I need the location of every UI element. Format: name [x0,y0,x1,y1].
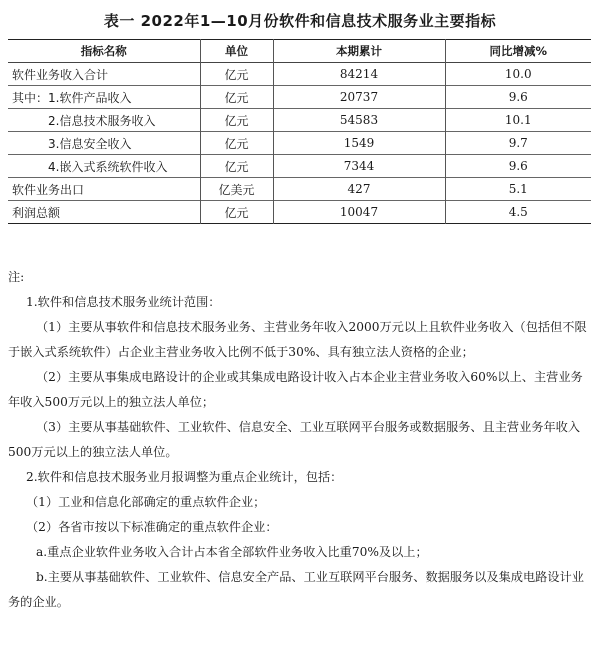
table-row [8,63,591,86]
row-name: 其中：1.软件产品收入 [12,90,132,105]
header-indicator-name: 指标名称 [80,44,127,58]
row-value: 84214 [273,63,445,86]
row-name: 软件业务收入合计 [12,67,109,82]
note-scope-heading: 1.软件和信息技术服务业统计范围： [26,295,221,309]
row-unit: 亿元 [200,86,273,109]
table-row [8,109,591,132]
row-yoy: 9.6 [445,155,591,178]
row-value: 10047 [273,201,445,224]
table-row [8,132,591,155]
note-scope-item-3: （3）主要从事基础软件、工业软件、信息安全、工业互联网平台服务或数据服务、且主营业务年收入500万元以上的独立法人单位。 [8,420,581,459]
row-value: 1549 [273,132,445,155]
row-value: 54583 [273,109,445,132]
note-scope-item-1: （1）主要从事软件和信息技术服务业务、主营业务年收入2000万元以上且软件业务收入（包括但不限于嵌入式系统软件）占企业主营业务收入比例不低于30%、具有独立法人资格的企业； [8,320,587,359]
header-unit: 单位 [200,40,273,63]
row-unit: 亿美元 [200,178,273,201]
row-name: 软件业务出口 [12,182,85,197]
table-header-row [8,40,591,63]
row-unit: 亿元 [200,155,273,178]
note-adjust-item-2: （2）各省市按以下标准确定的重点软件企业： [26,520,278,534]
table-title: 表一 2022年1—10月份软件和信息技术服务业主要指标 [103,12,497,30]
row-yoy: 9.6 [445,86,591,109]
row-value: 7344 [273,155,445,178]
row-yoy: 5.1 [445,178,591,201]
row-unit: 亿元 [200,109,273,132]
notes-section [8,265,592,615]
note-scope-item-2: （2）主要从事集成电路设计的企业或其集成电路设计收入占本企业主营业务收入60%以上、主营业务年收入500万元以上的独立法人单位； [8,370,583,409]
row-value: 20737 [273,86,445,109]
row-name: 2.信息技术服务收入 [48,113,156,128]
row-name: 3.信息安全收入 [48,136,132,151]
header-yoy-change: 同比增减% [445,40,591,63]
row-value: 427 [273,178,445,201]
table-row [8,86,591,109]
indicators-table [8,39,591,224]
row-unit: 亿元 [200,63,273,86]
row-yoy: 10.0 [445,63,591,86]
row-yoy: 9.7 [445,132,591,155]
row-yoy: 4.5 [445,201,591,224]
row-yoy: 10.1 [445,109,591,132]
note-criteria-b: b.主要从事基础软件、工业软件、信息安全产品、工业互联网平台服务、数据服务以及集成电路设计业务的企业。 [8,570,584,609]
row-unit: 亿元 [200,201,273,224]
note-adjust-item-1: （1）工业和信息化部确定的重点软件企业； [26,495,266,509]
row-unit: 亿元 [200,132,273,155]
note-adjust-heading: 2.软件和信息技术服务业月报调整为重点企业统计，包括： [26,470,343,484]
table-row [8,155,591,178]
row-name: 4.嵌入式系统软件收入 [48,159,168,174]
table-row [8,178,591,201]
notes-label: 注: [8,270,25,284]
row-name: 利润总额 [12,205,61,220]
table-row [8,201,591,224]
header-cumulative: 本期累计 [273,40,445,63]
note-criteria-a: a.重点企业软件业务收入合计占本省全部软件业务收入比重70%及以上； [36,545,428,559]
